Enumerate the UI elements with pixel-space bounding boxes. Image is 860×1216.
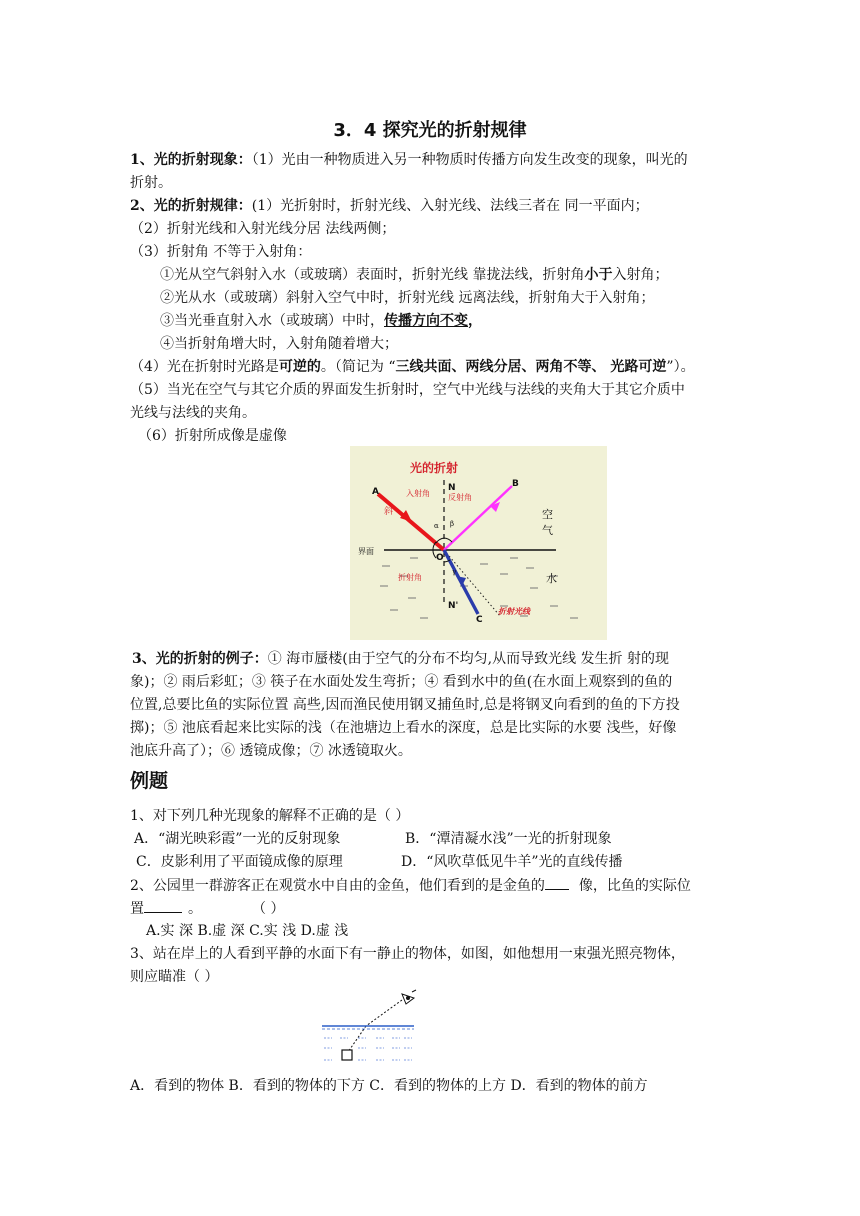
- item-1-text-c: 入射角；: [612, 267, 669, 283]
- section-2-item-2: ②光从水（或玻璃）斜射入空气中时，折射光线 远离法线，折射角大于入射角；: [160, 290, 655, 306]
- section-2-p4: [130, 357, 695, 377]
- label-n-prime: N': [448, 601, 459, 611]
- q1-option-a: A．“湖光映彩霞”一光的反射现象: [134, 831, 341, 847]
- q3-line-2: 则应瞄准（ ）: [130, 969, 219, 985]
- eye-icon: [402, 990, 416, 1004]
- label-oblique: 斜: [384, 507, 394, 517]
- label-water: 水: [546, 572, 557, 585]
- q1-option-d: D．“风吹草低见牛羊”光的直线传播: [401, 854, 623, 870]
- p4-text-a: （4）光在折射时光路是: [130, 359, 279, 375]
- diagram-heading: 光的折射: [410, 461, 459, 475]
- section-2-p6: （6）折射所成像是虚像: [138, 428, 287, 444]
- sight-line: [366, 1000, 402, 1026]
- section-1-cont: 折射。: [130, 175, 172, 191]
- item-1-bold: 小于: [584, 267, 613, 283]
- item-1-text-a: ①光从空气斜射入水（或玻璃）表面时，折射光线 靠拢法线，折射角: [160, 267, 585, 283]
- section-2-heading: 2、光的折射规律：: [130, 198, 252, 214]
- section-2-p2: （2）折射光线和入射光线分居 法线两侧；: [130, 221, 396, 237]
- section-3-line-4: 掷)；⑤ 池底看起来比实际的浅（在池塘边上看水的深度，总是比实际的水要 浅些，好像: [130, 720, 677, 736]
- q2-answer-paren: （ ）: [252, 901, 285, 917]
- q2-text-a: 2、公园里一群游客正在观赏水中自由的金鱼，他们看到的是金鱼的: [130, 878, 545, 894]
- section-3-heading: 3、光的折射的例子：: [132, 651, 268, 667]
- q2-blank-1: [545, 875, 569, 890]
- underwater-object: [342, 1050, 352, 1060]
- label-refract-angle: 折射角: [398, 573, 422, 582]
- p4-bold-reversible: 可逆的: [278, 359, 321, 375]
- label-incident-angle: 入射角: [406, 489, 430, 498]
- label-gamma: γ: [452, 568, 457, 576]
- label-c: C: [476, 615, 483, 625]
- item-3-text-c: ，: [468, 313, 482, 329]
- q1-stem: 1、对下列几种光现象的解释不正确的是（ ）: [130, 808, 410, 824]
- q1-option-c: C．皮影利用了平面镜成像的原理: [136, 854, 343, 870]
- label-n: N: [448, 483, 456, 493]
- water-object-figure: [318, 988, 418, 1068]
- p4-text-e: ”）。: [666, 359, 695, 375]
- diagram-background: [350, 446, 607, 640]
- p4-text-c: 。（简记为 “: [320, 359, 396, 375]
- section-3-line-5: 池底升高了）；⑥ 透镜成像；⑦ 冰透镜取火。: [130, 743, 412, 759]
- q1-option-b: B．“潭清凝水浅”一光的折射现象: [405, 831, 612, 847]
- item-3-text-a: ③当光垂直射入水（或玻璃）中时，: [160, 313, 384, 329]
- label-reflect-angle: 反射角: [448, 493, 472, 502]
- q2-blank-2: [144, 898, 182, 913]
- section-2-p5b: 光线与法线的夹角。: [130, 405, 256, 421]
- section-3-text-1: ① 海市蜃楼(由于空气的分布不均匀,从而导致光线 发生折 射的现: [267, 651, 670, 667]
- label-refracted-ray: 折射光线: [498, 607, 530, 616]
- label-interface: 界面: [358, 547, 374, 556]
- section-2-line: [130, 196, 649, 216]
- p4-mnemonic: 三线共面、两线分居、两角不等、 光路可逆: [395, 359, 667, 375]
- water-waves: [324, 1038, 412, 1060]
- section-2-item-3: [160, 311, 482, 331]
- q2-text-c: 置: [130, 901, 144, 917]
- label-beta: β: [450, 520, 455, 528]
- label-b: B: [512, 479, 519, 489]
- label-air-1: 空: [542, 508, 553, 521]
- label-alpha: α: [434, 522, 439, 530]
- q2-line-1: [130, 875, 691, 896]
- section-1-text: （1）光由一种物质进入另一种物质时传播方向发生改变的现象，叫光的: [251, 152, 688, 168]
- section-3-line-1: [132, 649, 669, 669]
- label-air-2: 气: [542, 524, 553, 537]
- q2-text-b: 像，比鱼的实际位: [578, 878, 691, 894]
- section-1-line: [130, 150, 688, 170]
- section-1-heading: 1、光的折射现象：: [130, 152, 252, 168]
- label-o: O: [436, 553, 444, 563]
- refraction-diagram: [350, 446, 607, 640]
- q2-line-2: [130, 898, 284, 919]
- section-3-line-2: 象)；② 雨后彩虹；③ 筷子在水面处发生弯折；④ 看到水中的鱼(在水面上观察到的鱼的: [130, 674, 673, 690]
- examples-heading: 例题: [130, 770, 169, 792]
- section-2-item-1: [160, 265, 668, 285]
- q2-options: A.实 深 B.虚 深 C.实 浅 D.虚 浅: [146, 923, 349, 939]
- q2-period: 。: [188, 901, 202, 917]
- label-a: A: [372, 487, 379, 497]
- item-3-underlined: 传播方向不变: [384, 313, 468, 329]
- q3-options: A．看到的物体 B．看到的物体的下方 C．看到的物体的上方 D．看到的物体的前方: [130, 1078, 648, 1094]
- section-2-p5a: （5）当光在空气与其它介质的界面发生折射时，空气中光线与法线的夹角大于其它介质中: [130, 382, 685, 398]
- page-title: 3．4 探究光的折射规律: [333, 120, 527, 141]
- section-2-p3: （3）折射角 不等于入射角：: [130, 244, 312, 260]
- section-2-item-4: ④当折射角增大时，入射角随着增大；: [160, 336, 398, 352]
- q3-line-1: 3、站在岸上的人看到平静的水面下有一静止的物体，如图，如他想用一束强光照亮物体，: [130, 946, 685, 962]
- section-2-p1: (1）光折射时，折射光线、入射光线、法线三者在 同一平面内；: [251, 198, 649, 214]
- section-3-line-3: 位置,总要比鱼的实际位置 高些,因而渔民使用钢叉捕鱼时,总是将钢叉向看到的鱼的下方投: [130, 697, 680, 713]
